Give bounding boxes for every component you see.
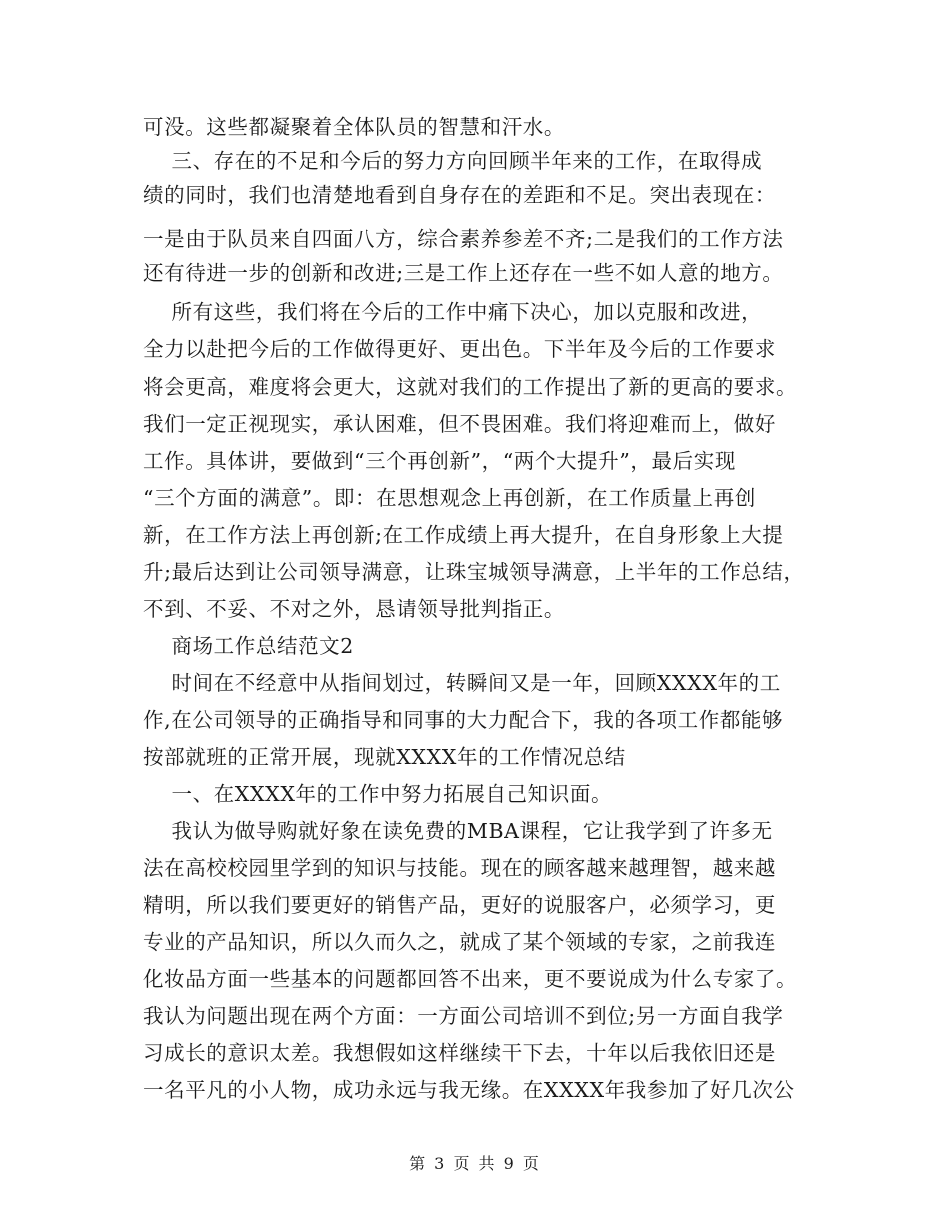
text-line: 时间在不经意中从指间划过，转瞬间又是一年，回顾XXXX年的工: [143, 671, 781, 695]
text-line: 作,在公司领导的正确指导和同事的大力配合下，我的各项工作都能够: [143, 708, 784, 732]
text-line: 将会更高，难度将会更大，这就对我们的工作提出了新的更高的要求。: [143, 375, 798, 399]
text-line: 法在高校校园里学到的知识与技能。现在的顾客越来越理智，越来越: [143, 856, 776, 880]
text-line: 升;最后达到让公司领导满意，让珠宝城领导满意，上半年的工作总结，: [143, 560, 805, 584]
text-line: 一名平凡的小人物，成功永远与我无缘。在XXXX年我参加了好几次公: [143, 1078, 795, 1102]
text-line: 专业的产品知识，所以久而久之，就成了某个领域的专家，之前我连: [143, 930, 776, 954]
text-line: 一、在XXXX年的工作中努力拓展自己知识面。: [143, 782, 613, 806]
text-line: 所有这些，我们将在今后的工作中痛下决心，加以克服和改进，: [143, 300, 763, 324]
text-line: 按部就班的正常开展，现就XXXX年的工作情况总结: [143, 745, 626, 769]
text-line: 我们一定正视现实，承认困难，但不畏困难。我们将迎难而上，做好: [143, 412, 776, 436]
text-line: 工作。具体讲，要做到“三个再创新”，“两个大提升”，最后实现: [143, 449, 736, 473]
text-line: 一是由于队员来自四面八方，综合素养参差不齐;二是我们的工作方法: [143, 227, 784, 251]
text-line: 全力以赴把今后的工作做得更好、更出色。下半年及今后的工作要求: [143, 337, 776, 361]
text-line: 化妆品方面一些基本的问题都回答不出来，更不要说成为什么专家了。: [143, 967, 798, 991]
text-line: 可没。这些都凝聚着全体队员的智慧和汗水。: [143, 115, 565, 139]
text-line: 还有待进一步的创新和改进;三是工作上还存在一些不如人意的地方。: [143, 261, 784, 285]
text-line: 新，在工作方法上再创新;在工作成绩上再大提升，在自身形象上大提: [143, 523, 784, 547]
text-line: 精明，所以我们要更好的销售产品，更好的说服客户，必须学习，更: [143, 893, 776, 917]
text-line: 我认为做导购就好象在读免费的MBA课程，它让我学到了许多无: [143, 819, 773, 843]
text-line: 我认为问题出现在两个方面：一方面公司培训不到位;另一方面自我学: [143, 1004, 784, 1028]
text-line: 不到、不妥、不对之外，恳请领导批判指正。: [143, 597, 565, 621]
text-line: 习成长的意识太差。我想假如这样继续干下去，十年以后我依旧还是: [143, 1041, 776, 1065]
text-line: “三个方面的满意”。即：在思想观念上再创新，在工作质量上再创: [143, 486, 756, 510]
text-line: 三、存在的不足和今后的努力方向回顾半年来的工作，在取得成: [143, 149, 763, 173]
page-number-footer: 第 3 页 共 9 页: [409, 1154, 541, 1173]
section-heading: 商场工作总结范文2: [143, 634, 354, 658]
text-line: 绩的同时，我们也清楚地看到自身存在的差距和不足。突出表现在：: [143, 183, 776, 207]
